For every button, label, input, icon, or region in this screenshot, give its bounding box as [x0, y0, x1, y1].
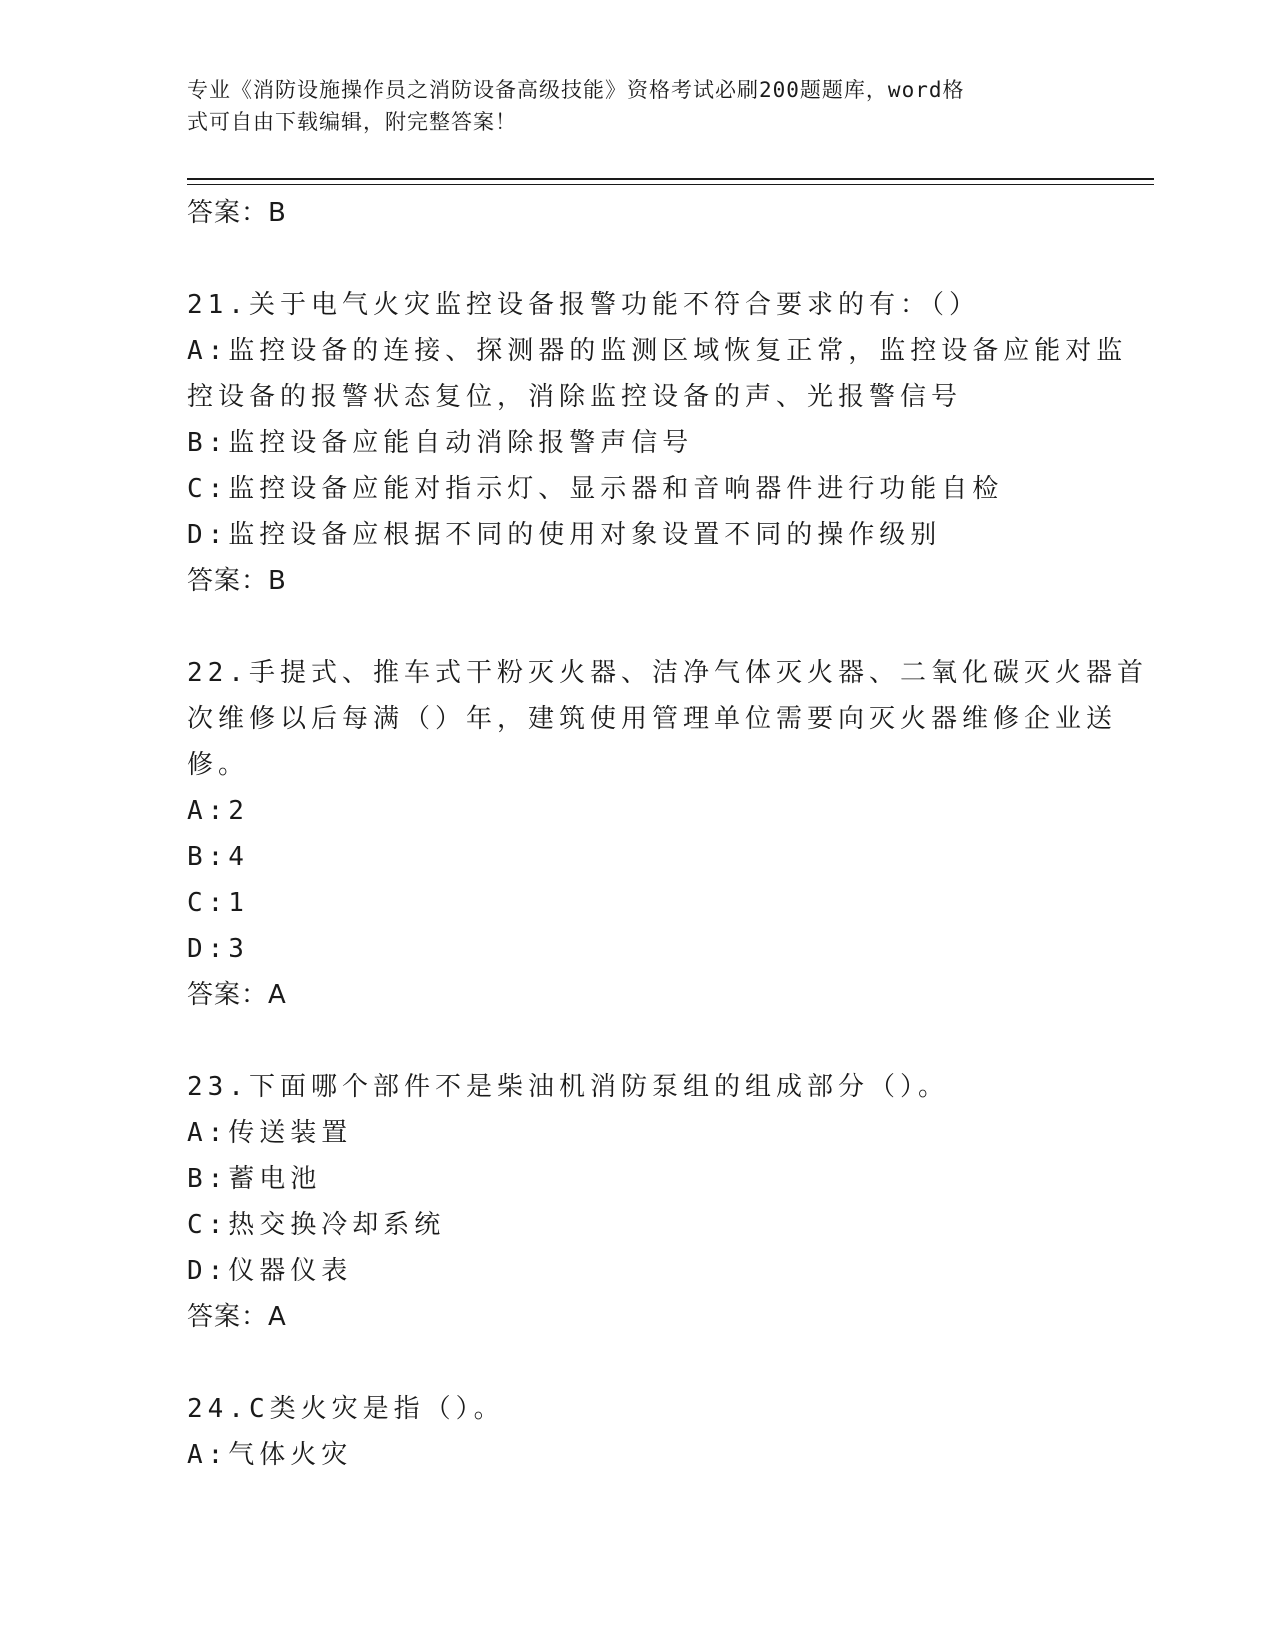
- option-b: B:监控设备应能自动消除报警声信号: [187, 428, 694, 458]
- option-d: D:监控设备应根据不同的使用对象设置不同的操作级别: [187, 520, 942, 550]
- option-c: C:热交换冷却系统: [187, 1210, 446, 1240]
- answer-line: 答案：A: [187, 1302, 287, 1332]
- option-d: D:仪器仪表: [187, 1256, 353, 1286]
- question-stem-continued: 修。: [187, 750, 250, 780]
- option-d: D:3: [187, 934, 249, 964]
- option-a: A:气体火灾: [187, 1440, 353, 1470]
- question-22: [187, 650, 1148, 1018]
- question-24: [187, 1386, 1087, 1478]
- option-a-continued: 控设备的报警状态复位，消除监控设备的声、光报警信号: [187, 382, 963, 412]
- question-stem: 23.下面哪个部件不是柴油机消防泵组的组成部分（）。: [187, 1072, 949, 1102]
- header-divider-thick: [187, 178, 1154, 180]
- question-23: [187, 1064, 1087, 1340]
- option-a: A:2: [187, 796, 249, 826]
- option-b: B:蓄电池: [187, 1164, 322, 1194]
- option-a: A:传送装置: [187, 1118, 353, 1148]
- option-c: C:1: [187, 888, 249, 918]
- question-stem-continued: 次维修以后每满（）年，建筑使用管理单位需要向灭火器维修企业送: [187, 704, 1118, 734]
- option-b: B:4: [187, 842, 249, 872]
- option-c: C:监控设备应能对指示灯、显示器和音响器件进行功能自检: [187, 474, 1004, 504]
- question-list: [187, 190, 1148, 1478]
- question-stem: 21.关于电气火灾监控设备报警功能不符合要求的有：（）: [187, 290, 980, 320]
- header-divider-thin: [187, 184, 1154, 185]
- answer-line: 答案：B: [187, 566, 287, 596]
- question-stem: 24.C类火灾是指（）。: [187, 1394, 505, 1424]
- header-line-2: 式可自由下载编辑，附完整答案！: [187, 110, 517, 134]
- answer-line: 答案：A: [187, 980, 287, 1010]
- question-21: [187, 282, 1128, 604]
- answer-line: 答案：B: [187, 198, 287, 228]
- header-line-1: 专业《消防设施操作员之消防设备高级技能》资格考试必刷200题题库，word格: [187, 78, 965, 102]
- option-a: A:监控设备的连接、探测器的监测区域恢复正常，监控设备应能对监: [187, 336, 1128, 366]
- document-header: [187, 74, 1087, 138]
- question-stem: 22.手提式、推车式干粉灭火器、洁净气体灭火器、二氧化碳灭火器首: [187, 658, 1148, 688]
